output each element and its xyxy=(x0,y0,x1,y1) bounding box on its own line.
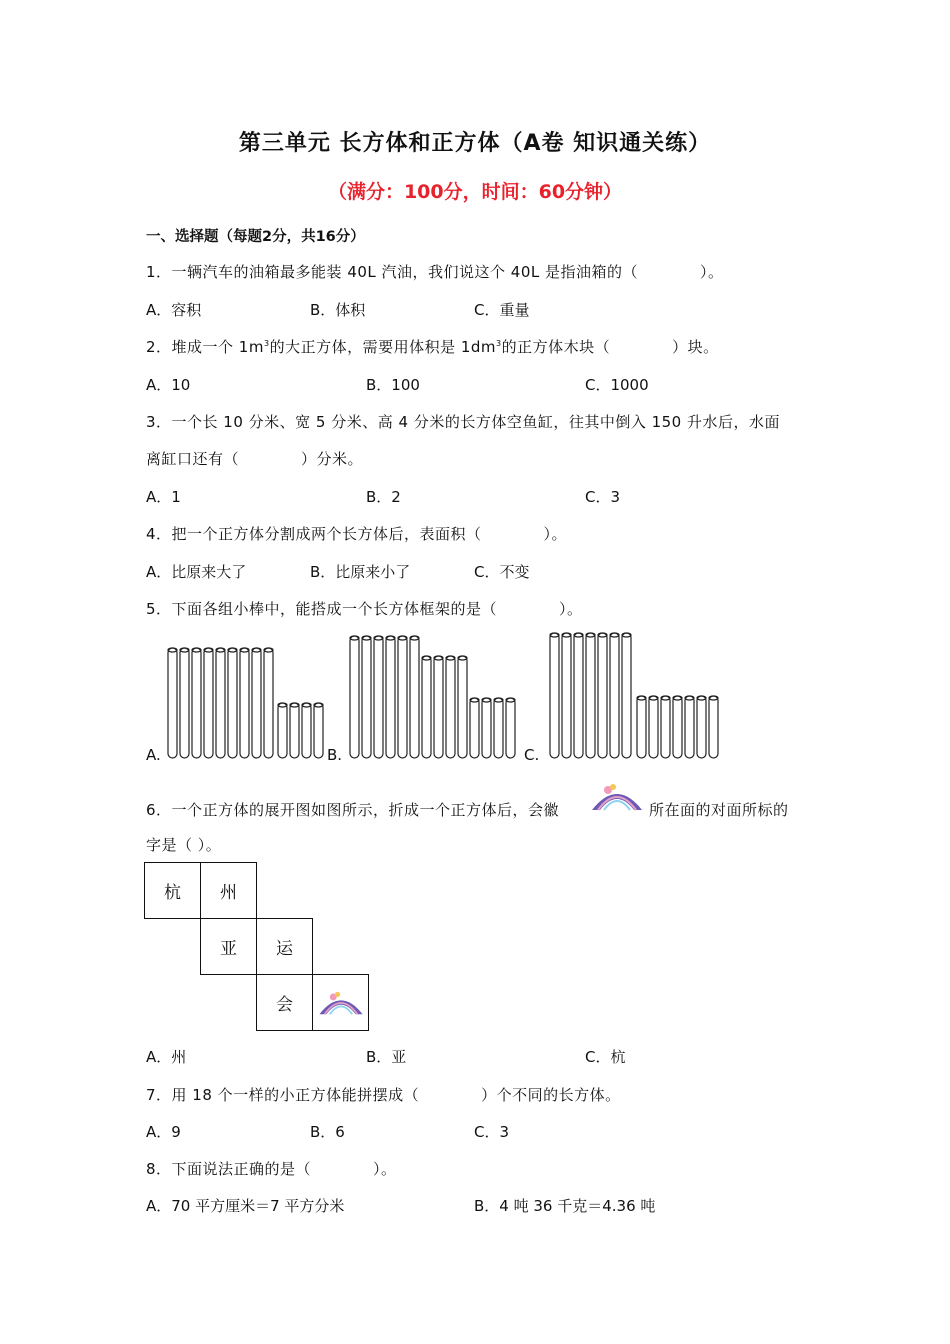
q6-option-b: B．亚 xyxy=(366,1048,407,1066)
q6-option-a: A．州 xyxy=(146,1048,187,1066)
stick xyxy=(458,656,467,758)
page-title: 第三单元 长方体和正方体（A卷 知识通关练） xyxy=(238,131,712,156)
net-face: 杭 xyxy=(145,863,201,919)
stick xyxy=(180,648,189,758)
stick-top xyxy=(649,696,658,700)
section-heading: 一、选择题（每题2分，共16分） xyxy=(146,229,365,245)
stick xyxy=(574,633,583,758)
stick-top xyxy=(574,633,583,637)
stick-top xyxy=(180,648,189,652)
stick-top xyxy=(470,698,479,702)
stick xyxy=(598,633,607,758)
stick xyxy=(610,633,619,758)
stick-top xyxy=(697,696,706,700)
stick xyxy=(192,648,201,758)
stick xyxy=(550,633,559,758)
stick-top xyxy=(434,656,443,660)
stick xyxy=(314,703,323,758)
stick-top xyxy=(494,698,503,702)
stick xyxy=(709,696,718,758)
q7-option-a: A．9 xyxy=(146,1123,181,1141)
question-3-cont: 离缸口还有（ ）分米。 xyxy=(146,450,364,468)
q5-option-a: A. xyxy=(146,746,161,764)
stick-top xyxy=(398,636,407,640)
stick xyxy=(562,633,571,758)
question-6: 6．一个正方体的展开图如图所示，折成一个正方体后，会徽 xyxy=(146,801,560,819)
stick-top xyxy=(586,633,595,637)
question-7: 7．用 18 个一样的小正方体能拼摆成（ ）个不同的长方体。 xyxy=(146,1086,621,1104)
stick-top xyxy=(204,648,213,652)
sticks-figure xyxy=(160,628,740,768)
stick-top xyxy=(637,696,646,700)
question-6-line2: 字是（ ）。 xyxy=(146,836,222,854)
question-5: 5．下面各组小棒中，能搭成一个长方体框架的是（ ）。 xyxy=(146,600,583,618)
stick-group-a xyxy=(168,633,718,758)
stick xyxy=(362,636,371,758)
stick xyxy=(586,633,595,758)
stick xyxy=(494,698,503,758)
question-3: 3．一个长 10 分米、宽 5 分米、高 4 分米的长方体空鱼缸，往其中倒入 150 升水后，水面 xyxy=(146,413,780,431)
stick xyxy=(252,648,261,758)
stick xyxy=(637,696,646,758)
q8-option-b: B．4 吨 36 千克＝4.36 吨 xyxy=(474,1197,656,1215)
stick xyxy=(482,698,491,758)
stick-top xyxy=(685,696,694,700)
stick-top xyxy=(362,636,371,640)
q1-option-b: B．体积 xyxy=(310,301,366,319)
stick xyxy=(410,636,419,758)
stick xyxy=(302,703,311,758)
stick-top xyxy=(350,636,359,640)
stick xyxy=(434,656,443,758)
q1-option-c: C．重量 xyxy=(474,301,530,319)
q2-option-c: C．1000 xyxy=(585,376,649,394)
net-face-emblem xyxy=(313,975,369,1031)
stick xyxy=(697,696,706,758)
q2-superscript: 3 xyxy=(263,339,270,348)
stick-top xyxy=(228,648,237,652)
page-subtitle: （满分：100分，时间：60分钟） xyxy=(327,181,623,203)
stick xyxy=(673,696,682,758)
stick-top xyxy=(598,633,607,637)
q8-option-a: A．70 平方厘米＝7 平方分米 xyxy=(146,1197,345,1215)
stick-top xyxy=(709,696,718,700)
stick-top xyxy=(386,636,395,640)
question-6-cont: 所在面的对面所标的 xyxy=(649,801,789,819)
stick-top xyxy=(482,698,491,702)
stick xyxy=(470,698,479,758)
stick-top xyxy=(550,633,559,637)
stick xyxy=(685,696,694,758)
cube-net xyxy=(144,862,369,1031)
stick-top xyxy=(622,633,631,637)
stick-top xyxy=(374,636,383,640)
asian-games-emblem-icon xyxy=(588,780,646,814)
stick xyxy=(422,656,431,758)
stick-top xyxy=(422,656,431,660)
stick xyxy=(216,648,225,758)
q3-option-a: A．1 xyxy=(146,488,181,506)
stick xyxy=(204,648,213,758)
stick xyxy=(386,636,395,758)
q4-option-a: A．比原来大了 xyxy=(146,563,247,581)
q1-option-a: A．容积 xyxy=(146,301,202,319)
stick-top xyxy=(192,648,201,652)
stick-top xyxy=(302,703,311,707)
stick-top xyxy=(410,636,419,640)
stick-top xyxy=(314,703,323,707)
stick-top xyxy=(661,696,670,700)
stick xyxy=(290,703,299,758)
stick-top xyxy=(240,648,249,652)
question-2 xyxy=(146,336,719,357)
stick xyxy=(278,703,287,758)
stick-top xyxy=(290,703,299,707)
q3-option-c: C．3 xyxy=(585,488,621,506)
asian-games-emblem-icon xyxy=(316,983,366,1023)
q2-option-a: A．10 xyxy=(146,376,191,394)
q2-text-mid: 的大正方体，需要用体积是 1dm xyxy=(269,338,497,356)
stick-top xyxy=(673,696,682,700)
stick-top xyxy=(278,703,287,707)
q7-option-c: C．3 xyxy=(474,1123,510,1141)
stick-top xyxy=(610,633,619,637)
q5-option-c: C. xyxy=(524,746,540,764)
net-face: 州 xyxy=(201,863,257,919)
stick xyxy=(649,696,658,758)
question-4: 4．把一个正方体分割成两个长方体后，表面积（ ）。 xyxy=(146,525,568,543)
stick xyxy=(622,633,631,758)
stick xyxy=(661,696,670,758)
q4-option-b: B．比原来小了 xyxy=(310,563,411,581)
net-face: 运 xyxy=(257,919,313,975)
stick xyxy=(350,636,359,758)
q2-text-pre: 2．堆成一个 1m xyxy=(146,338,264,356)
stick-top xyxy=(264,648,273,652)
stick-top xyxy=(216,648,225,652)
stick-top xyxy=(168,648,177,652)
stick-top xyxy=(506,698,515,702)
stick xyxy=(168,648,177,758)
q4-option-c: C．不变 xyxy=(474,563,530,581)
stick xyxy=(240,648,249,758)
question-8: 8．下面说法正确的是（ ）。 xyxy=(146,1160,397,1178)
stick-top xyxy=(458,656,467,660)
net-face: 亚 xyxy=(201,919,257,975)
q5-option-b: B. xyxy=(327,746,343,764)
stick-top xyxy=(446,656,455,660)
q6-option-c: C．杭 xyxy=(585,1048,626,1066)
q2-option-b: B．100 xyxy=(366,376,420,394)
stick xyxy=(506,698,515,758)
q2-superscript: 3 xyxy=(496,339,502,348)
stick xyxy=(374,636,383,758)
stick xyxy=(398,636,407,758)
stick-top xyxy=(252,648,261,652)
net-face: 会 xyxy=(257,975,313,1031)
question-1: 1．一辆汽车的油箱最多能装 40L 汽油，我们说这个 40L 是指油箱的（ ）。 xyxy=(146,263,724,281)
stick-top xyxy=(562,633,571,637)
q7-option-b: B．6 xyxy=(310,1123,345,1141)
stick xyxy=(264,648,273,758)
q2-text-post: 的正方体木块（ ）块。 xyxy=(501,338,719,356)
stick xyxy=(446,656,455,758)
stick xyxy=(228,648,237,758)
q3-option-b: B．2 xyxy=(366,488,401,506)
